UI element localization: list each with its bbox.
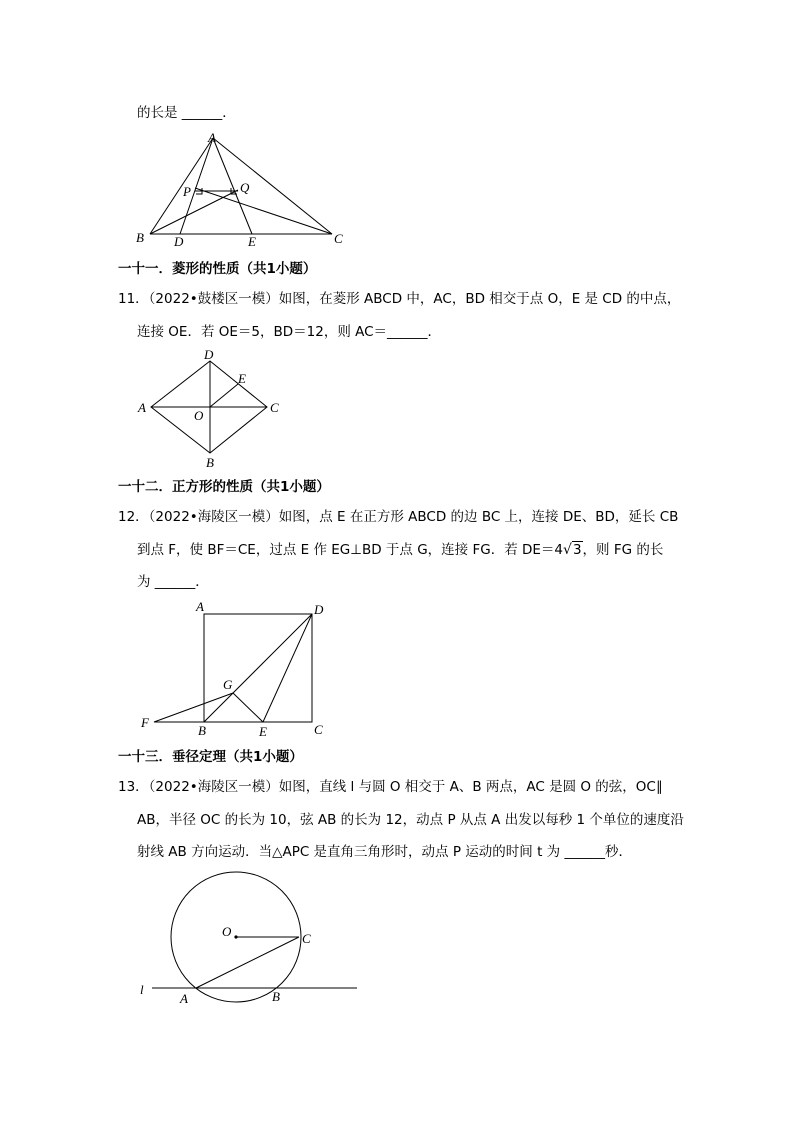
section-13-heading: 一十三．垂径定理（共1小题）	[118, 749, 303, 765]
q10-label-q: Q	[240, 180, 250, 195]
q12-label-d: D	[314, 602, 324, 617]
q10-label-p: P	[183, 184, 191, 199]
q13-label-b: B	[272, 989, 280, 1004]
q12-label-b: B	[198, 723, 206, 738]
q10-figure	[130, 128, 360, 253]
q12-line3: 为 ______．	[137, 574, 209, 590]
section-12-heading: 一十二．正方形的性质（共1小题）	[118, 479, 330, 495]
q10-tail-text: 的长是 ______．	[137, 105, 236, 121]
q11-label-o: O	[194, 408, 204, 423]
q10-label-b: B	[136, 230, 144, 245]
q13-label-o: O	[222, 924, 232, 939]
q11-label-c: C	[270, 400, 279, 415]
q12-figure	[136, 598, 336, 738]
q13-line2: AB，半径 OC 的长为 10，弦 AB 的长为 12，动点 P 从点 A 出发以每秒 1 个单位的速度沿	[137, 812, 684, 828]
q12-line2	[137, 541, 663, 559]
q11-label-b: B	[206, 455, 214, 470]
q13-figure	[132, 868, 367, 1013]
q10-label-e: E	[248, 234, 256, 249]
q10-label-a: A	[208, 130, 216, 145]
q10-label-d: D	[174, 234, 184, 249]
q12-line2-end: ，则 FG 的长	[582, 542, 664, 558]
q11-lines	[151, 361, 267, 453]
q13-label-c: C	[302, 931, 311, 946]
q13-center-dot	[234, 935, 237, 938]
q12-sqrt-radicand: 3	[572, 542, 582, 558]
q11-line2: 连接 OE．若 OE＝5，BD＝12，则 AC＝______．	[137, 324, 442, 340]
q12-label-f: F	[141, 715, 149, 730]
q13-label-l: l	[140, 982, 144, 997]
section-11-heading: 一十一．菱形的性质（共1小题）	[118, 261, 317, 277]
q12-lines	[154, 614, 312, 722]
q11-label-a: A	[138, 400, 146, 415]
q11-label-d: D	[204, 347, 214, 362]
q11-figure	[132, 346, 292, 471]
q11-line1: 11．（2022•鼓楼区一模）如图，在菱形 ABCD 中，AC，BD 相交于点 O，E 是 CD 的中点，	[118, 291, 681, 307]
q11-label-e: E	[238, 371, 246, 386]
q13-line1: 13．（2022•海陵区一模）如图，直线 l 与圆 O 相交于 A、B 两点，AC 是圆 O 的弦，OC∥	[118, 779, 663, 795]
q12-line1: 12．（2022•海陵区一模）如图，点 E 在正方形 ABCD 的边 BC 上，连接 DE、BD，延长 CB	[118, 509, 679, 525]
q10-label-c: C	[334, 231, 343, 246]
q12-label-g: G	[223, 677, 233, 692]
q13-line3: 射线 AB 方向运动．当△APC 是直角三角形时，动点 P 运动的时间 t 为 ______秒．	[137, 844, 632, 860]
q13-lines	[152, 872, 357, 1002]
q13-label-a: A	[180, 991, 188, 1006]
sqrt-symbol: √	[563, 542, 572, 558]
q12-label-e: E	[259, 724, 267, 738]
q12-label-a: A	[196, 599, 204, 614]
q12-line2-start: 到点 F，使 BF＝CE，过点 E 作 EG⊥BD 于点 G，连接 FG．若 DE＝4	[137, 542, 564, 558]
q12-label-c: C	[314, 722, 323, 737]
